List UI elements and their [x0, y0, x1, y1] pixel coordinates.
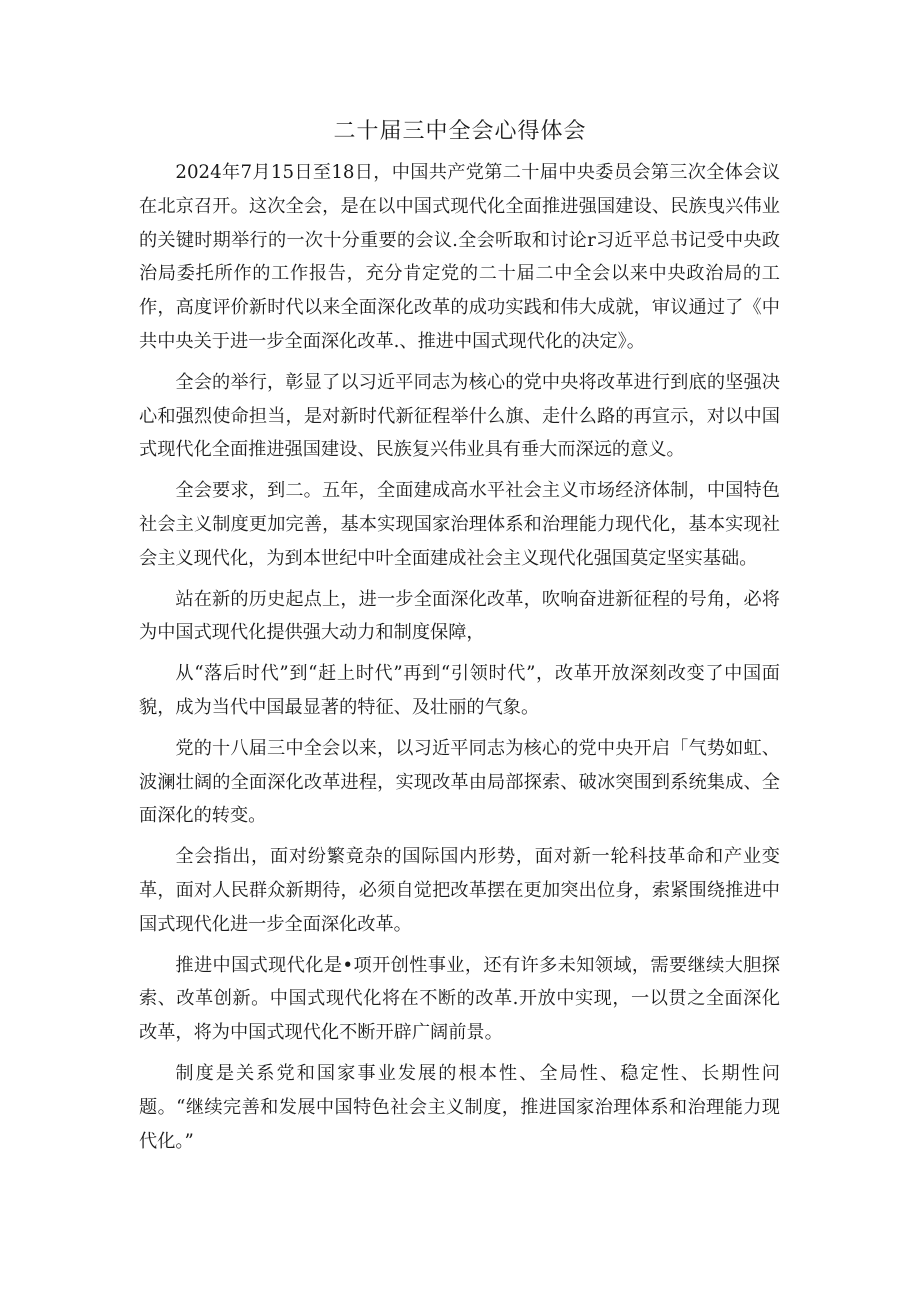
paragraph-6: 党的十八届三中全会以来，以习近平同志为核心的党中央开启「气势如虹、波澜壮阔的全面深化改革进程，实现改革由局部探索、破冰突围到系统集成、全面深化的转变。	[139, 737, 780, 827]
paragraph-7: 全会指出，面对纷繁竟杂的国际国内形势，面对新一轮科技革命和产业变革，面对人民群众新期待，必须自觉把改革摆在更加突出位身，索紧围绕推进中国式现代化进一步全面深化改革。	[139, 846, 780, 935]
paragraph-8: 推进中国式现代化是•项开创性事业，还有许多未知领域，需要继续大胆探索、改革创新。中国式现代化将在不断的改革.开放中实现，一以贯之全面深化改革，将为中国式现代化不断开辟广阔前景。	[139, 954, 780, 1044]
paragraph-4: 站在新的历史起点上，进一步全面深化改革，吹响奋进新征程的号角，必将为中国式现代化提供强大动力和制度保障，	[139, 588, 780, 644]
paragraph-9: 制度是关系党和国家事业发展的根本性、全局性、稳定性、长期性问题。“继续完善和发展中国特色社会主义制度，推进国家治理体系和治理能力现代化。”	[139, 1062, 780, 1152]
paragraph-3: 全会要求，到二。五年，全面建成高水平社会主义市场经济体制，中国特色社会主义制度更加完善，基本实现国家治理体系和治理能力现代化，基本实现社会主义现代化，为到本世纪中叶全面建成社会主义现代化强国莫定坚实基础。	[139, 480, 780, 569]
document-title: 二十届三中全会心得体会	[333, 119, 587, 144]
paragraph-1: 2024年7月15日至18日，中国共产党第二十届中央委员会第三次全体会议在北京召开。这次全会，是在以中国式现代化全面推进强国建设、民族曳兴伟业的关键时期举行的一次十分重要的会议.全会听取和讨论r习近平总书记受中央政治局委托所作的工作报告，充分肯定党的二十届二中全会以来中央政治局的工作，高度评价新时代以来全面深化改革的成功实践和伟大成就，审议通过了《中共中央关于进一步全面深化改革.、推进中国式现代化的决定》。	[139, 162, 780, 352]
paragraph-2: 全会的举行，彰显了以习近平同志为核心的党中央将改革进行到底的坚强决心和强烈使命担当，是对新时代新征程举什么旗、走什么路的再宣示，对以中国式现代化全面推进强国建设、民族复兴伟业具有垂大而深远的意义。	[139, 371, 780, 461]
document-body	[139, 156, 780, 1165]
paragraph-5: 从“落后时代”到“赶上时代”再到“引领时代”，改革开放深刻改变了中国面貌，成为当代中国最显著的特征、及壮丽的气象。	[139, 663, 780, 718]
